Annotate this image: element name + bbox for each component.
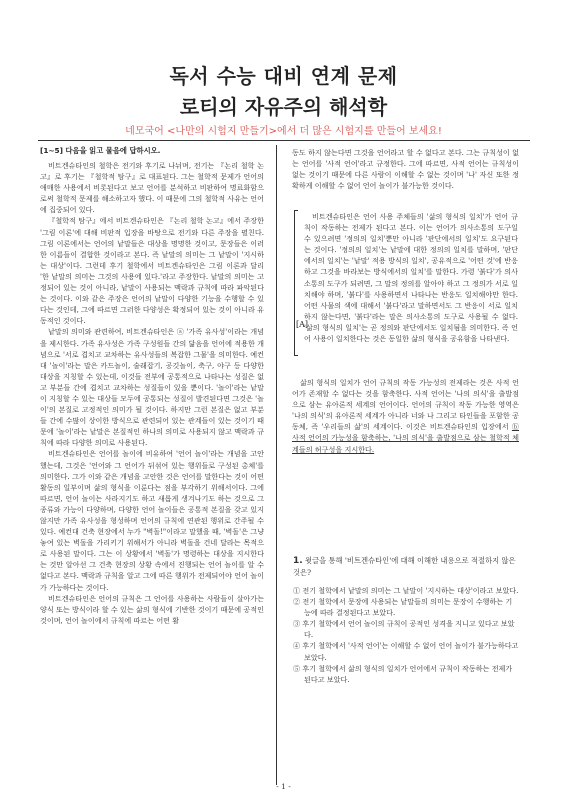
page-number: - 1 -: [276, 782, 291, 791]
boxed-paragraph-a: [304, 211, 518, 344]
option-2[interactable]: ② 전기 철학에서 문장에 사용되는 낱말들의 의미는 문장이 수행하는 기능에 따라 결정된다고 보았다.: [293, 597, 513, 618]
bracket-vertical: [294, 210, 295, 355]
option-4[interactable]: ④ 후기 철학에서 '사적 언어'는 이해할 수 없어 언어 놀이가 불가능하다고 보았다.: [293, 641, 519, 662]
underlined-b: ⓑ 사적 언어의 가능성을 함축하는, '나의 의식'을 출발점으로 삼는 철학적 체계들의 허구성을 지시한다.: [292, 422, 519, 454]
paragraph-6: 동도 하지 않는다면 그것을 언어라고 할 수 없다고 본다. 그는 규칙성이 없는 언어를 '사적 언어'라고 규정한다. 그에 따르면, 사적 언어는 규칙성이 없는 것이기 때문에 다른 사람이 이해할 수 없는 것이며 '나' 자신 또한 정확하게 이해할 수 없어 언어 놀이가 불가능한 것이다.: [292, 148, 519, 191]
column-divider: [276, 145, 277, 785]
bracket-bottom: [294, 355, 298, 356]
bracket-label: [A]: [296, 320, 309, 329]
left-column: [40, 160, 264, 626]
title-line-2: 로티의 자유주의 해석학: [179, 95, 388, 119]
question-1: [293, 555, 519, 578]
right-column-top: [292, 147, 519, 191]
closing-text: 삶의 형식의 일치가 언어 규칙의 작동 가능성의 전제라는 것은 사적 언어가 존재할 수 없다는 것을 함축한다. 사적 언어는 '나의 의식'을 출발점으로 삼는 유아론적 세계의 언어이다. 언어의 규칙이 작동 가능한 영역은 '나의 의식'의 유아론적 세계가 아니라 너와 나 그리고 타인들을 포함한 공동체, 즉 '우리들의 삶'의 세계이다. 이것은 비트겐슈타인의 입장에서: [292, 378, 519, 432]
closing-paragraph: [292, 377, 519, 455]
paragraph-4: 비트겐슈타인은 언어를 놀이에 비유하여 '언어 놀이'라는 개념을 고안했는데, 그것은 '언어와 그 언어가 뒤섞여 있는 행위들로 구성된 총체'를 의미한다. 그가 이와 같은 개념을 고안한 것은 언어를 말한다는 것이 어떤 활동의 일부이며 삶의 형식을 이룬다는 점을 부각하기 위해서이다. 그에 따르면, 언어 놀이는 사라지기도 하고 새롭게 생겨나기도 하는 것으로 그 종류와 가능이 다양하며, 다양한 언어 놀이들은 공통적 본질을 갖고 있지 않지만 가족 유사성을 형성하며 언어의 규칙에 연관된 행위로 간주될 수 있다. 예컨대 건축 현장에서 누가 "벽돌!"이라고 말했을 때, '벽돌'은 그냥 놓여 있는 벽돌을 가리키기 위해서가 아니라 벽돌을 건네 달라는 목적으로 사용된 말이다. 그는 이 상황에서 '벽돌'가 명령하는 대상을 지시한다는 것만 알아선 그 건축 현장의 상황 속에서 진행되는 언어 놀이를 알 수 없다고 본다. 맥락과 규칙을 알고 그에 따른 행위가 전제되어야 언어 놀이가 가능하다는 것이다.: [40, 449, 264, 592]
option-3[interactable]: ③ 후기 철학에서 언어 놀이의 규칙이 공적인 성격을 지니고 있다고 보았다.: [293, 619, 515, 640]
paragraph-2: 『철학적 탐구』에서 비트겐슈타인은 『논리 철학 논고』에서 주장한 '그림 이론'에 대해 비판적 입장을 바탕으로 전기와 다른 주장을 펼친다. 그림 이론에서는 언어의 낱말들은 대상을 명명한 것이고, 문장들은 이러한 이름들이 결합한 것이라고 본다. 즉 낱말의 의미는 그 낱말이 '지시하는 대상'이다. 그런데 후기 철학에서 비트겐슈타인은 그림 이론과 달리 '한 낱말의 의미는 그것의 사용에 있다.'라고 주장한다. 낱말의 의미는 고정되어 있는 것이 아니라, 낱말이 사용되는 맥락과 규칙에 따라 파악된다는 것이다. 이와 같은 주장은 언어의 낱말이 다양한 기능을 수행할 수 있다는 것인데, 그에 따르면 그러한 다양성은 확정되어 있는 것이 아니라 유동적인 것이다.: [40, 216, 264, 326]
question-number: 1.: [293, 556, 303, 566]
top-rule: [38, 140, 530, 141]
paragraph-5: 비트겐슈타인은 언어의 규칙은 그 언어를 사용하는 사람들이 살아가는 양식 또는 방식이라 할 수 있는 삶의 형식에 기반한 것이기 때문에 공적인 것이며, 언어 놀이에서 규칙에 따르는 어떤 활: [40, 593, 264, 625]
option-5[interactable]: ⑤ 후기 철학에서 삶의 형식의 일치가 언어에서 규칙이 작동하는 전제가 된다고 보았다.: [293, 663, 513, 684]
option-1[interactable]: ① 전기 철학에서 낱말의 의미는 그 낱말이 '지시하는 대상'이라고 보았다.: [293, 586, 519, 595]
question-stem: 윗글을 통해 '비트겐슈타인'에 대해 이해한 내용으로 적절하지 않은 것은?: [293, 556, 516, 577]
subtitle: 네모국어 <나만의 시험지 만들기>에서 더 많은 시험지를 만들어 보세요!: [125, 126, 442, 137]
paragraph-3: 낱말의 의미와 관련하여, 비트겐슈타인은 ⓐ '가족 유사성'이라는 개념을 제시한다. 가족 유사성은 가족 구성원들 간의 닮음을 언어에 적용한 개념으로 '서로 겹치고 교차하는 유사성들의 복잡한 그물'을 의미한다. 예컨대 '놀이'라는 말은 카드놀이, 술래잡기, 공깃놀이, 축구, 야구 등 다양한 대상을 지칭할 수 있는데, 이것들 전부에 공통적으로 나타나는 성질은 없고 부분들 간에 겹치고 교차하는 성질들이 있을 뿐이다. '놀이'라는 낱말이 지칭할 수 있는 대상들 모두에 공통되는 성질이 발견된다면 그것은 '놀이'의 본질로 고정적인 의미가 될 것이다. 하지만 그런 본질은 없고 부분들 간에 수많이 상이한 방식으로 관련되어 있는 관계들이 있는 것이기 때문에 '놀이'라는 낱말은 본질적인 하나의 의미로 사용되지 않고 맥락과 규칙에 따라 다양한 의미로 사용된다.: [40, 327, 264, 448]
title-line-1: 독서 수능 대비 연계 문제: [169, 64, 398, 88]
paragraph-a: 비트겐슈타인은 언어 사용 주체들의 '삶의 형식의 일치'가 언어 규칙이 작동하는 전제가 된다고 본다. 이는 언어가 의사소통의 도구일 수 있으려면 '정의의 일치'뿐만 아니라 '판단에서의 일치'도 요구된다는 것이다. '정의의 일치'는 낱말에 대한 정의의 일치를 말하며, '판단에서의 일치'는 '낱말' 적용 방식의 일치', 공유적으로 '어떤 것'에 반응하고 그것을 바라보는 방식에서의 일치'를 말한다. 가령 '붉다'가 의사소통의 도구가 되려면, 그 말의 정의를 알아야 하고 그 정의가 서로 일치해야 하며, '붉다'를 사용하면서 나타나는 반응도 일치해야만 한다. 어떤 사물의 색에 대해서 '붉다'라고 말하면서도 그 반응이 서로 일치하지 않는다면, '붉다'라는 말은 의사소통의 도구로 사용될 수 없다. '삶의 형식의 일치'는 곧 정의와 판단에서도 일치됨을 의미한다. 즉 언어 사용이 일치한다는 것은 동일한 삶의 형식을 공유함을 나타낸다.: [304, 212, 518, 344]
question-options: [293, 585, 519, 685]
paragraph-1: 비트겐슈타인의 철학은 전기와 후기로 나뉘며, 전기는 『논리 철학 논고』로 후기는 『철학적 탐구』로 대표된다. 그는 철학적 문제가 언어의 애매한 사용에서 비롯된다고 보고 언어를 분석하고 비판하여 명료화함으로써 철학적 문제를 해소하고자 했다. 이 때문에 그의 철학적 사유는 언어에 집중되어 있다.: [40, 161, 264, 215]
passage-heading: [1~5] 다음을 읽고 물음에 답하시오.: [40, 146, 161, 155]
